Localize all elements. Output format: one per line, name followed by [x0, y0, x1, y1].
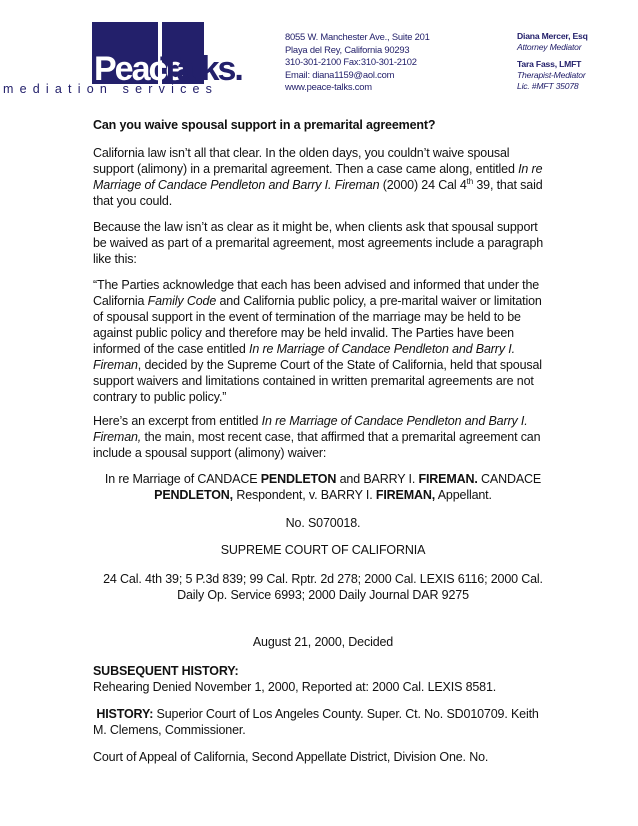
peace-talks-logo	[0, 0, 250, 100]
excerpt-intro-paragraph	[93, 413, 553, 461]
quote-text-b: and California public policy, a pre-marital waiver or limitation of spousal support in the event of termination of the marriage may be held to be against public policy and therefore may be held invalid. The Parties have been informed of the case entitled	[93, 294, 542, 356]
case-heading-b3: PENDLETON,	[154, 488, 234, 502]
mediator-contacts	[517, 31, 588, 92]
history-heading: HISTORY:	[96, 707, 154, 721]
case-heading-t5: Appellant.	[435, 488, 492, 502]
quote-text-c: , decided by the Supreme Court of the State of California, held that spousal support waivers and limitations contained in written premarital agreements are not contrary to public policy.”	[93, 358, 542, 404]
intro-case-name: In re Marriage of Candace Pendleton and Barry I. Fireman	[93, 162, 543, 192]
case-heading-b2: FIREMAN.	[418, 472, 478, 486]
address-city: Playa del Rey, California 90293	[285, 43, 410, 55]
logo-word-talks: Talks.	[160, 50, 242, 88]
case-heading-t3: CANDACE	[477, 472, 542, 486]
document-title: Can you waive spousal support in a premarital agreement?	[93, 118, 436, 132]
intro-conclusion: 39, that said that you could.	[93, 178, 543, 208]
intro-text: California law isn’t all that clear. In the olden days, you couldn’t waive spousal support (alimony) in a premarital agreement. Then a case came along, entitled	[93, 146, 519, 176]
docket-number: No. S070018.	[285, 516, 361, 530]
subsequent-history-text: Rehearing Denied November 1, 2000, Reported at: 2000 Cal. LEXIS 8581.	[93, 680, 497, 694]
address-street: 8055 W. Manchester Ave., Suite 201	[285, 31, 430, 42]
subsequent-history-heading: SUBSEQUENT HISTORY:	[93, 664, 239, 678]
excerpt-text-a: Here’s an excerpt from entitled	[93, 414, 262, 428]
history-paragraph	[93, 706, 553, 738]
quote-case-name: In re Marriage of Candace Pendleton and Barry I. Fireman	[93, 342, 515, 372]
quote-family-code: Family Code	[147, 294, 217, 308]
intro-citation: (2000) 24 Cal 4	[379, 178, 467, 192]
logo-tagline: mediation services	[3, 82, 219, 96]
waiver-paragraph: Because the law isn’t as clear as it might be, when clients ask that spousal support be waived as part of a premarital agreement, most agreements include a paragraph like this:	[93, 220, 544, 266]
excerpt-case-name: In re Marriage of Candace Pendleton and Barry I. Fireman,	[93, 414, 528, 444]
quote-text-a: “The Parties acknowledge that each has been advised and informed that under the California	[93, 278, 540, 308]
case-heading-t1: In re Marriage of CANDACE	[104, 472, 261, 486]
address-email: Email: diana1159@aol.com	[285, 68, 395, 80]
excerpt-text-b: the main, most recent case, that affirmed that a premarital agreement can include a spousal support (alimony) waiver:	[93, 430, 541, 460]
decided-date: August 21, 2000, Decided	[252, 635, 394, 649]
address-website: www.peace-talks.com	[285, 81, 372, 93]
contact-role-diana: Attorney Mediator	[517, 42, 582, 52]
court-of-appeal-line: Court of Appeal of California, Second Appellate District, Division One. No.	[93, 750, 489, 764]
history-text: Superior Court of Los Angeles County. Super. Ct. No. SD010709. Keith M. Clemens, Commissioner.	[93, 707, 539, 737]
intro-paragraph	[93, 145, 553, 209]
logo-word-peace: Peace	[94, 50, 183, 88]
contact-role-tara: Therapist-Mediator	[517, 70, 586, 80]
document-body	[93, 117, 553, 765]
address-phone: 310-301-2100 Fax:310-301-2102	[285, 56, 417, 68]
contact-name-diana: Diana Mercer, Esq	[517, 31, 588, 41]
sample-clause-quote	[93, 277, 553, 405]
case-heading-t2: and BARRY I.	[336, 472, 419, 486]
intro-citation-superscript: th	[466, 176, 474, 186]
case-heading-b1: PENDLETON	[260, 472, 337, 486]
office-address	[285, 31, 430, 94]
contact-license-tara: Lic. #MFT 35078	[517, 81, 579, 91]
case-heading-b4: FIREMAN,	[375, 488, 436, 502]
contact-name-tara: Tara Fass, LMFT	[517, 59, 582, 69]
case-heading-t4: Respondent, v. BARRY I.	[233, 488, 376, 502]
court-name: SUPREME COURT OF CALIFORNIA	[220, 543, 426, 557]
case-heading	[93, 471, 553, 503]
case-citations: 24 Cal. 4th 39; 5 P.3d 839; 99 Cal. Rptr. 2d 278; 2000 Cal. LEXIS 6116; 2000 Cal. Daily Op. Service 6993; 2000 Daily Journal DAR 9275	[103, 572, 543, 602]
